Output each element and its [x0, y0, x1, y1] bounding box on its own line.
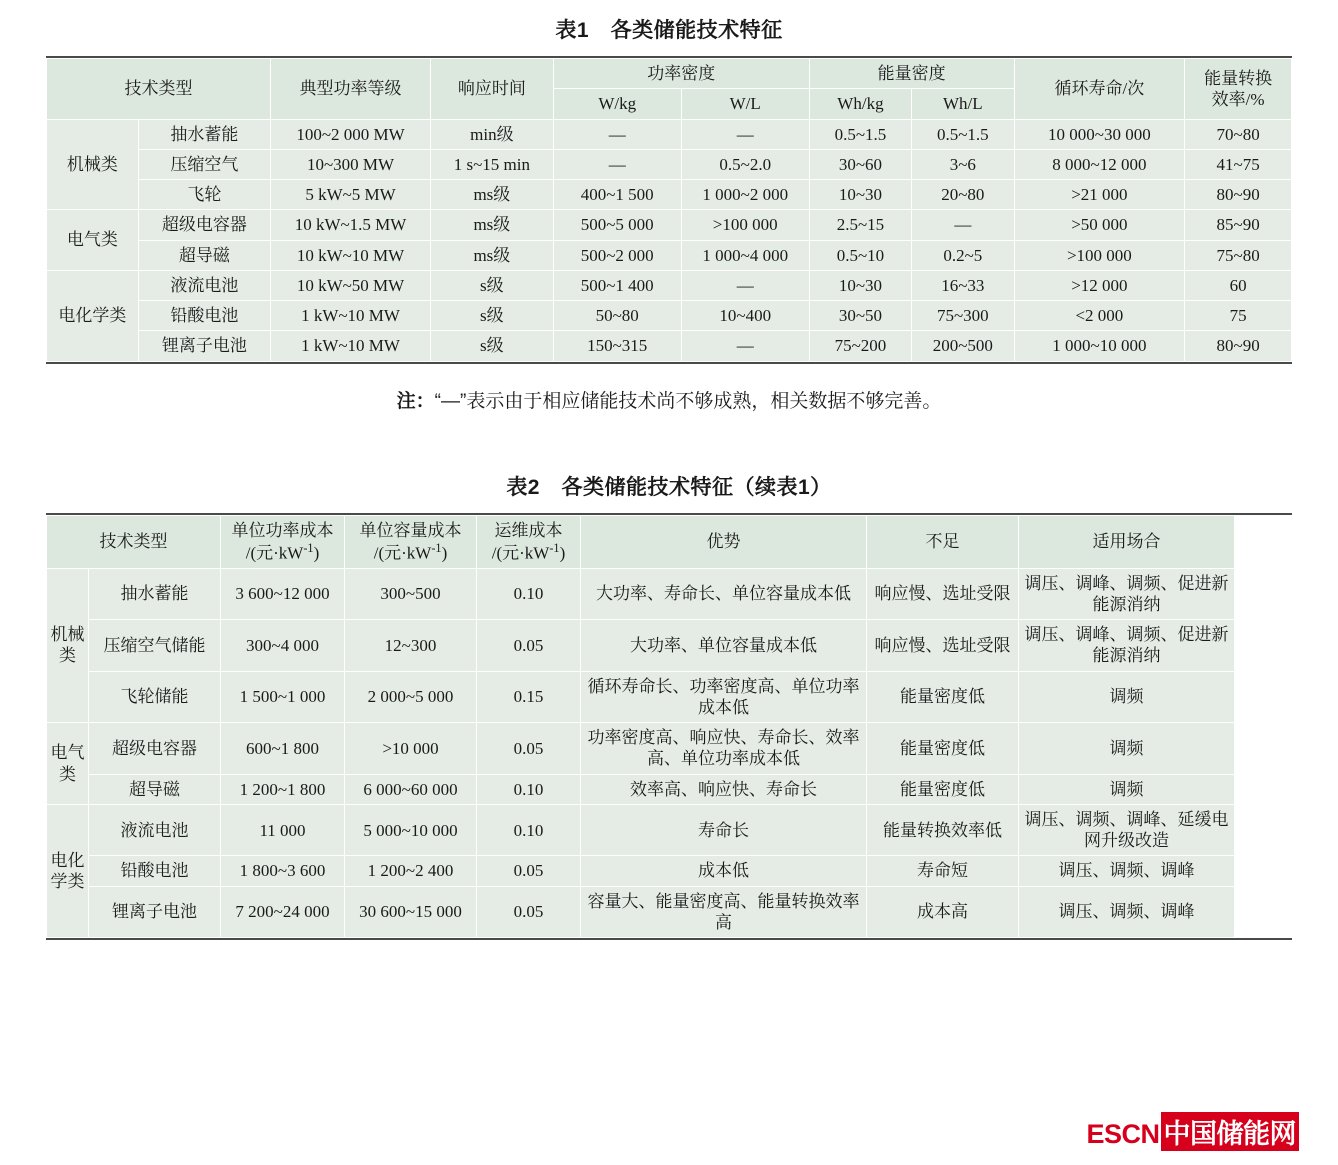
cell-scenario: 调频: [1019, 671, 1235, 723]
cell-whl: 3~6: [912, 149, 1014, 179]
cell-power: 10 kW~50 MW: [271, 270, 431, 300]
cell-whl: 75~300: [912, 301, 1014, 331]
th2-unit-power-cost-line2: /(元·kW: [245, 543, 304, 563]
cell-cycle: 1 000~10 000: [1014, 331, 1185, 361]
th-whl: Wh/L: [912, 89, 1014, 119]
table1-note-label: 注：: [396, 390, 435, 412]
th2-advantage: 优势: [581, 515, 867, 568]
document-page: [0, 14, 1338, 1165]
cell-scenario: 调压、调频、调峰: [1019, 886, 1235, 938]
table-row: [47, 301, 1292, 331]
th2-unit-capacity-cost-line1: 单位容量成本: [359, 520, 462, 540]
cell-capacity-cost: 12~300: [345, 620, 477, 672]
cell-eff: 75~80: [1185, 240, 1292, 270]
cell-response: s级: [431, 301, 554, 331]
cell-power: 5 kW~5 MW: [271, 180, 431, 210]
cell-shortcoming: 响应慢、选址受限: [867, 620, 1019, 672]
table-row: [47, 804, 1235, 856]
th-tech-type: 技术类型: [47, 59, 271, 120]
table-row: [47, 568, 1235, 620]
cell-capacity-cost: 1 200~2 400: [345, 856, 477, 886]
cell-wkg: 500~1 400: [553, 270, 681, 300]
cell-power: 1 kW~10 MW: [271, 331, 431, 361]
cell-cycle: >12 000: [1014, 270, 1185, 300]
category-cell: 机械类: [47, 568, 89, 723]
cell-wkg: 500~2 000: [553, 240, 681, 270]
cell-scenario: 调压、调峰、调频、促进新能源消纳: [1019, 620, 1235, 672]
cell-tech: 超导磁: [89, 774, 221, 804]
cell-tech: 压缩空气储能: [89, 620, 221, 672]
cell-advantage: 循环寿命长、功率密度高、单位功率成本低: [581, 671, 867, 723]
section-spacer: [0, 413, 1338, 471]
table2: [46, 515, 1235, 939]
table1-header-row-1: [47, 59, 1292, 89]
th2-tech-type: 技术类型: [47, 515, 221, 568]
th2-om-cost-line2: /(元·kW: [491, 543, 550, 563]
table-row: [47, 270, 1292, 300]
escn-logo-text: ESCN: [1086, 1119, 1160, 1149]
cell-capacity-cost: 30 600~15 000: [345, 886, 477, 938]
category-cell: 电化学类: [47, 270, 139, 361]
cell-whkg: 0.5~1.5: [809, 119, 911, 149]
th2-tail: ): [313, 543, 320, 563]
table-row: [47, 240, 1292, 270]
cell-power: 100~2 000 MW: [271, 119, 431, 149]
table-row: [47, 331, 1292, 361]
th-whkg: Wh/kg: [809, 89, 911, 119]
cell-tech: 抽水蓄能: [89, 568, 221, 620]
escn-logo: [1086, 1112, 1300, 1151]
cell-scenario: 调压、调频、调峰: [1019, 856, 1235, 886]
th-efficiency: [1185, 59, 1292, 120]
th-wl: W/L: [681, 89, 809, 119]
cell-wl: —: [681, 270, 809, 300]
table1: [46, 58, 1292, 362]
cell-tech: 锂离子电池: [138, 331, 270, 361]
cell-cycle: >50 000: [1014, 210, 1185, 240]
cell-whkg: 10~30: [809, 270, 911, 300]
cell-om-cost: 0.10: [477, 568, 581, 620]
cell-eff: 41~75: [1185, 149, 1292, 179]
table-row: [47, 856, 1235, 886]
th2-unit-power-cost: [221, 515, 345, 568]
th2-om-cost: [477, 515, 581, 568]
table1-title: 表1 各类储能技术特征: [555, 19, 783, 42]
cell-cycle: 10 000~30 000: [1014, 119, 1185, 149]
table-row: [47, 210, 1292, 240]
cell-whl: —: [912, 210, 1014, 240]
cell-om-cost: 0.05: [477, 620, 581, 672]
cell-capacity-cost: >10 000: [345, 723, 477, 775]
cell-cycle: >21 000: [1014, 180, 1185, 210]
table-row: [47, 886, 1235, 938]
th2-sup: -1: [431, 540, 442, 555]
cell-advantage: 大功率、单位容量成本低: [581, 620, 867, 672]
cell-tech: 液流电池: [138, 270, 270, 300]
th-energy-density: 能量密度: [809, 59, 1014, 89]
cell-power: 10 kW~1.5 MW: [271, 210, 431, 240]
cell-power-cost: 11 000: [221, 804, 345, 856]
cell-shortcoming: 寿命短: [867, 856, 1019, 886]
category-cell: 电化学类: [47, 804, 89, 937]
th2-om-cost-line1: 运维成本: [494, 520, 563, 540]
table2-header: [47, 515, 1235, 568]
cell-advantage: 功率密度高、响应快、寿命长、效率高、单位功率成本低: [581, 723, 867, 775]
cell-tech: 超级电容器: [138, 210, 270, 240]
cell-tech: 飞轮: [138, 180, 270, 210]
cell-cycle: >100 000: [1014, 240, 1185, 270]
cell-whl: 0.2~5: [912, 240, 1014, 270]
cell-power: 10 kW~10 MW: [271, 240, 431, 270]
cell-eff: 75: [1185, 301, 1292, 331]
table2-header-row: [47, 515, 1235, 568]
th2-unit-power-cost-line1: 单位功率成本: [231, 520, 334, 540]
cell-whkg: 30~60: [809, 149, 911, 179]
cell-cycle: 8 000~12 000: [1014, 149, 1185, 179]
cell-om-cost: 0.05: [477, 886, 581, 938]
cell-response: ms级: [431, 240, 554, 270]
th2-scenario: 适用场合: [1019, 515, 1235, 568]
cell-whkg: 30~50: [809, 301, 911, 331]
cell-power-cost: 300~4 000: [221, 620, 345, 672]
cell-tech: 液流电池: [89, 804, 221, 856]
cell-wl: 1 000~2 000: [681, 180, 809, 210]
table-row: [47, 180, 1292, 210]
cell-om-cost: 0.15: [477, 671, 581, 723]
table-row: [47, 671, 1235, 723]
cell-om-cost: 0.05: [477, 856, 581, 886]
cell-eff: 70~80: [1185, 119, 1292, 149]
cell-shortcoming: 响应慢、选址受限: [867, 568, 1019, 620]
cell-wl: —: [681, 331, 809, 361]
cell-tech: 锂离子电池: [89, 886, 221, 938]
cell-wl: 1 000~4 000: [681, 240, 809, 270]
cell-advantage: 大功率、寿命长、单位容量成本低: [581, 568, 867, 620]
cell-whkg: 10~30: [809, 180, 911, 210]
cell-power: 1 kW~10 MW: [271, 301, 431, 331]
cell-whkg: 75~200: [809, 331, 911, 361]
category-cell: 电气类: [47, 210, 139, 271]
th2-tail: ): [559, 543, 566, 563]
th-cycle-life: 循环寿命/次: [1014, 59, 1185, 120]
cell-tech: 抽水蓄能: [138, 119, 270, 149]
cell-shortcoming: 成本高: [867, 886, 1019, 938]
cell-wkg: —: [553, 149, 681, 179]
cell-tech: 铅酸电池: [89, 856, 221, 886]
th2-sup: -1: [303, 540, 314, 555]
th2-shortcoming: 不足: [867, 515, 1019, 568]
cell-scenario: 调压、调频、调峰、延缓电网升级改造: [1019, 804, 1235, 856]
category-cell: 机械类: [47, 119, 139, 210]
cell-tech: 飞轮储能: [89, 671, 221, 723]
th2-sup: -1: [549, 540, 560, 555]
cell-whkg: 0.5~10: [809, 240, 911, 270]
cell-response: ms级: [431, 180, 554, 210]
cell-shortcoming: 能量密度低: [867, 671, 1019, 723]
table1-container: [46, 56, 1292, 364]
cell-shortcoming: 能量密度低: [867, 774, 1019, 804]
cell-response: s级: [431, 331, 554, 361]
th2-tail: ): [441, 543, 448, 563]
cell-advantage: 成本低: [581, 856, 867, 886]
cell-advantage: 寿命长: [581, 804, 867, 856]
cell-shortcoming: 能量转换效率低: [867, 804, 1019, 856]
cell-eff: 60: [1185, 270, 1292, 300]
cell-eff: 80~90: [1185, 331, 1292, 361]
cell-wl: —: [681, 119, 809, 149]
table1-note-text: “—”表示由于相应储能技术尚不够成熟，相关数据不够完善。: [434, 390, 942, 412]
th-response-time: 响应时间: [431, 59, 554, 120]
cell-response: 1 s~15 min: [431, 149, 554, 179]
cell-power-cost: 3 600~12 000: [221, 568, 345, 620]
cell-wkg: 500~5 000: [553, 210, 681, 240]
table2-container: [46, 513, 1292, 941]
table-row: [47, 149, 1292, 179]
cell-whkg: 2.5~15: [809, 210, 911, 240]
cell-capacity-cost: 300~500: [345, 568, 477, 620]
table1-header: [47, 59, 1292, 120]
table2-body: [47, 568, 1235, 938]
cell-power-cost: 7 200~24 000: [221, 886, 345, 938]
table-row: [47, 119, 1292, 149]
cell-tech: 超级电容器: [89, 723, 221, 775]
th-power-density: 功率密度: [553, 59, 809, 89]
cell-tech: 压缩空气: [138, 149, 270, 179]
cell-whl: 16~33: [912, 270, 1014, 300]
cell-wl: 0.5~2.0: [681, 149, 809, 179]
cell-shortcoming: 能量密度低: [867, 723, 1019, 775]
cell-capacity-cost: 5 000~10 000: [345, 804, 477, 856]
cell-om-cost: 0.10: [477, 774, 581, 804]
cell-capacity-cost: 6 000~60 000: [345, 774, 477, 804]
cell-wkg: —: [553, 119, 681, 149]
table-row: [47, 620, 1235, 672]
cell-om-cost: 0.10: [477, 804, 581, 856]
cell-whl: 200~500: [912, 331, 1014, 361]
cell-wkg: 400~1 500: [553, 180, 681, 210]
cell-advantage: 容量大、能量密度高、能量转换效率高: [581, 886, 867, 938]
table-row: [47, 723, 1235, 775]
th-wkg: W/kg: [553, 89, 681, 119]
cell-wl: 10~400: [681, 301, 809, 331]
cell-wkg: 150~315: [553, 331, 681, 361]
cell-eff: 85~90: [1185, 210, 1292, 240]
cell-power-cost: 1 200~1 800: [221, 774, 345, 804]
escn-logo-cn: 中国储能网: [1161, 1112, 1300, 1151]
cell-scenario: 调频: [1019, 723, 1235, 775]
cell-om-cost: 0.05: [477, 723, 581, 775]
table-row: [47, 774, 1235, 804]
th-typical-power: 典型功率等级: [271, 59, 431, 120]
cell-whl: 0.5~1.5: [912, 119, 1014, 149]
cell-power-cost: 1 500~1 000: [221, 671, 345, 723]
cell-cycle: <2 000: [1014, 301, 1185, 331]
cell-advantage: 效率高、响应快、寿命长: [581, 774, 867, 804]
cell-wkg: 50~80: [553, 301, 681, 331]
th2-unit-capacity-cost: [345, 515, 477, 568]
cell-capacity-cost: 2 000~5 000: [345, 671, 477, 723]
category-cell: 电气类: [47, 723, 89, 805]
cell-tech: 铅酸电池: [138, 301, 270, 331]
table2-title: 表2 各类储能技术特征（续表1）: [506, 475, 832, 499]
cell-power-cost: 1 800~3 600: [221, 856, 345, 886]
th-efficiency-line2: 效率/%: [1211, 89, 1265, 109]
cell-tech: 超导磁: [138, 240, 270, 270]
cell-eff: 80~90: [1185, 180, 1292, 210]
table1-note: [0, 386, 1338, 413]
th-efficiency-line1: 能量转换: [1204, 68, 1273, 88]
cell-response: min级: [431, 119, 554, 149]
cell-response: s级: [431, 270, 554, 300]
cell-power: 10~300 MW: [271, 149, 431, 179]
cell-scenario: 调压、调峰、调频、促进新能源消纳: [1019, 568, 1235, 620]
cell-response: ms级: [431, 210, 554, 240]
th2-unit-capacity-cost-line2: /(元·kW: [373, 543, 432, 563]
cell-power-cost: 600~1 800: [221, 723, 345, 775]
cell-wl: >100 000: [681, 210, 809, 240]
cell-scenario: 调频: [1019, 774, 1235, 804]
cell-whl: 20~80: [912, 180, 1014, 210]
table1-body: [47, 119, 1292, 361]
